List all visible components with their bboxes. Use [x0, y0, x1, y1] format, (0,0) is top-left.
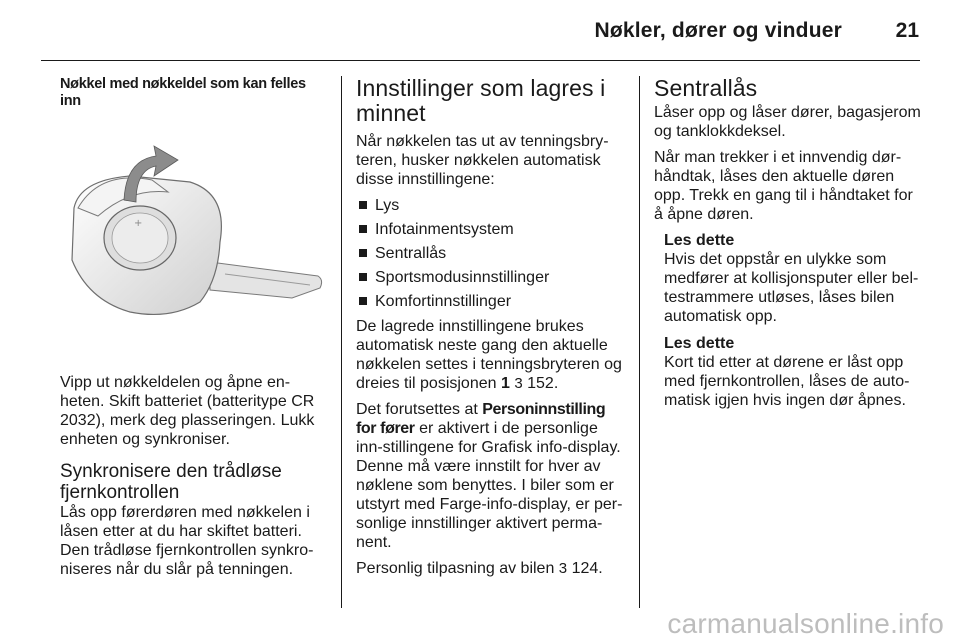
column-divider-left: [341, 76, 342, 608]
column-right: [654, 76, 924, 418]
bullet-square-icon: [359, 249, 367, 257]
page-ref-icon: 3: [514, 375, 523, 392]
column-left: [60, 76, 328, 586]
key-subheading: Nøkkel med nøkkeldel som kan felles inn: [60, 76, 306, 109]
list-item: Infotainmentsystem: [356, 220, 626, 239]
central-lock-para-2: Når man trekker i et innvendig dør-håndtak, låses den aktuelle døren opp. Trekk en gang til i håndtaket for å åpne døren.: [654, 149, 913, 223]
watermark: carmanualsonline.info: [667, 608, 944, 639]
page-ref-link[interactable]: 152.: [527, 375, 559, 392]
memory-paragraph-3: Personlig tilpasning av bilen 3 124.: [356, 560, 603, 577]
page-header: [0, 0, 960, 60]
key-blade: [210, 262, 322, 298]
memory-paragraph-1: De lagrede innstillingene brukes automatisk neste gang den aktuelle nøkkelen settes i tenningsbryteren og dreies til posisjonen 1 3 152.: [356, 318, 622, 392]
note-box: [654, 334, 924, 410]
note-box: [654, 231, 924, 326]
sync-heading: Synkronisere den trådløse fjernkontrollen: [60, 461, 282, 503]
page-title: Nøkler, dører og vinduer: [594, 19, 842, 42]
header-divider: [41, 60, 920, 61]
memory-settings-list: [356, 196, 626, 311]
key-battery-illustration: [60, 130, 328, 355]
note-title: Les dette: [664, 335, 735, 352]
note-title: Les dette: [664, 232, 735, 249]
note-text: Kort tid etter at dørene er låst opp med fjernkontrollen, låses de auto-matisk igjen hvis ingen dør åpnes.: [664, 354, 910, 409]
central-lock-heading: Sentrallås: [654, 75, 758, 101]
list-item: Komfortinnstillinger: [356, 292, 626, 311]
list-item: Sportsmodusinnstillinger: [356, 268, 626, 287]
position-number: 1: [500, 375, 510, 392]
memory-paragraph-2: Det forutsettes at Personinnstilling for fører er aktivert i de personlige inn-stillingene for Grafisk info-display. Denne må være innstilt for hver av nøklene som benyttes. I biler som er utstyrt med Farge-info-display, er per-sonlige innstillinger aktivert perma-nent.: [356, 401, 623, 551]
page-number: 21: [895, 19, 919, 42]
bullet-square-icon: [359, 201, 367, 209]
column-divider-right: [639, 76, 640, 608]
bullet-square-icon: [359, 297, 367, 305]
central-lock-para-1: Låser opp og låser dører, bagasjerom og tanklokkdeksel.: [654, 104, 921, 140]
page-ref-link[interactable]: 124.: [571, 560, 603, 577]
battery-instructions: Vipp ut nøkkeldelen og åpne en-heten. Skift batteriet (batteritype CR 2032), merk deg plasseringen. Lukk enheten og synkroniser.: [60, 374, 315, 448]
setting-name: Personinnstilling for fører: [356, 401, 606, 437]
note-text: Hvis det oppstår en ulykke som medfører at kollisjonsputer eller bel-testrammere utløses, låses bilen automatisk opp.: [664, 251, 919, 325]
column-middle: [356, 76, 626, 585]
page-ref-icon: 3: [558, 560, 568, 577]
list-item: Lys: [356, 196, 626, 215]
bullet-square-icon: [359, 225, 367, 233]
memory-intro: Når nøkkelen tas ut av tenningsbry-teren, husker nøkkelen automatisk disse innstillingene:: [356, 133, 609, 188]
bullet-square-icon: [359, 273, 367, 281]
sync-instructions: Lås opp førerdøren med nøkkelen i låsen etter at du har skiftet batteri. Den trådløse fjernkontrollen synkro-niseres når du slår på tenningen.: [60, 504, 314, 578]
svg-text:+: +: [134, 218, 143, 229]
list-item: Sentrallås: [356, 244, 626, 263]
memory-settings-heading: Innstillinger som lagres i minnet: [356, 75, 606, 126]
